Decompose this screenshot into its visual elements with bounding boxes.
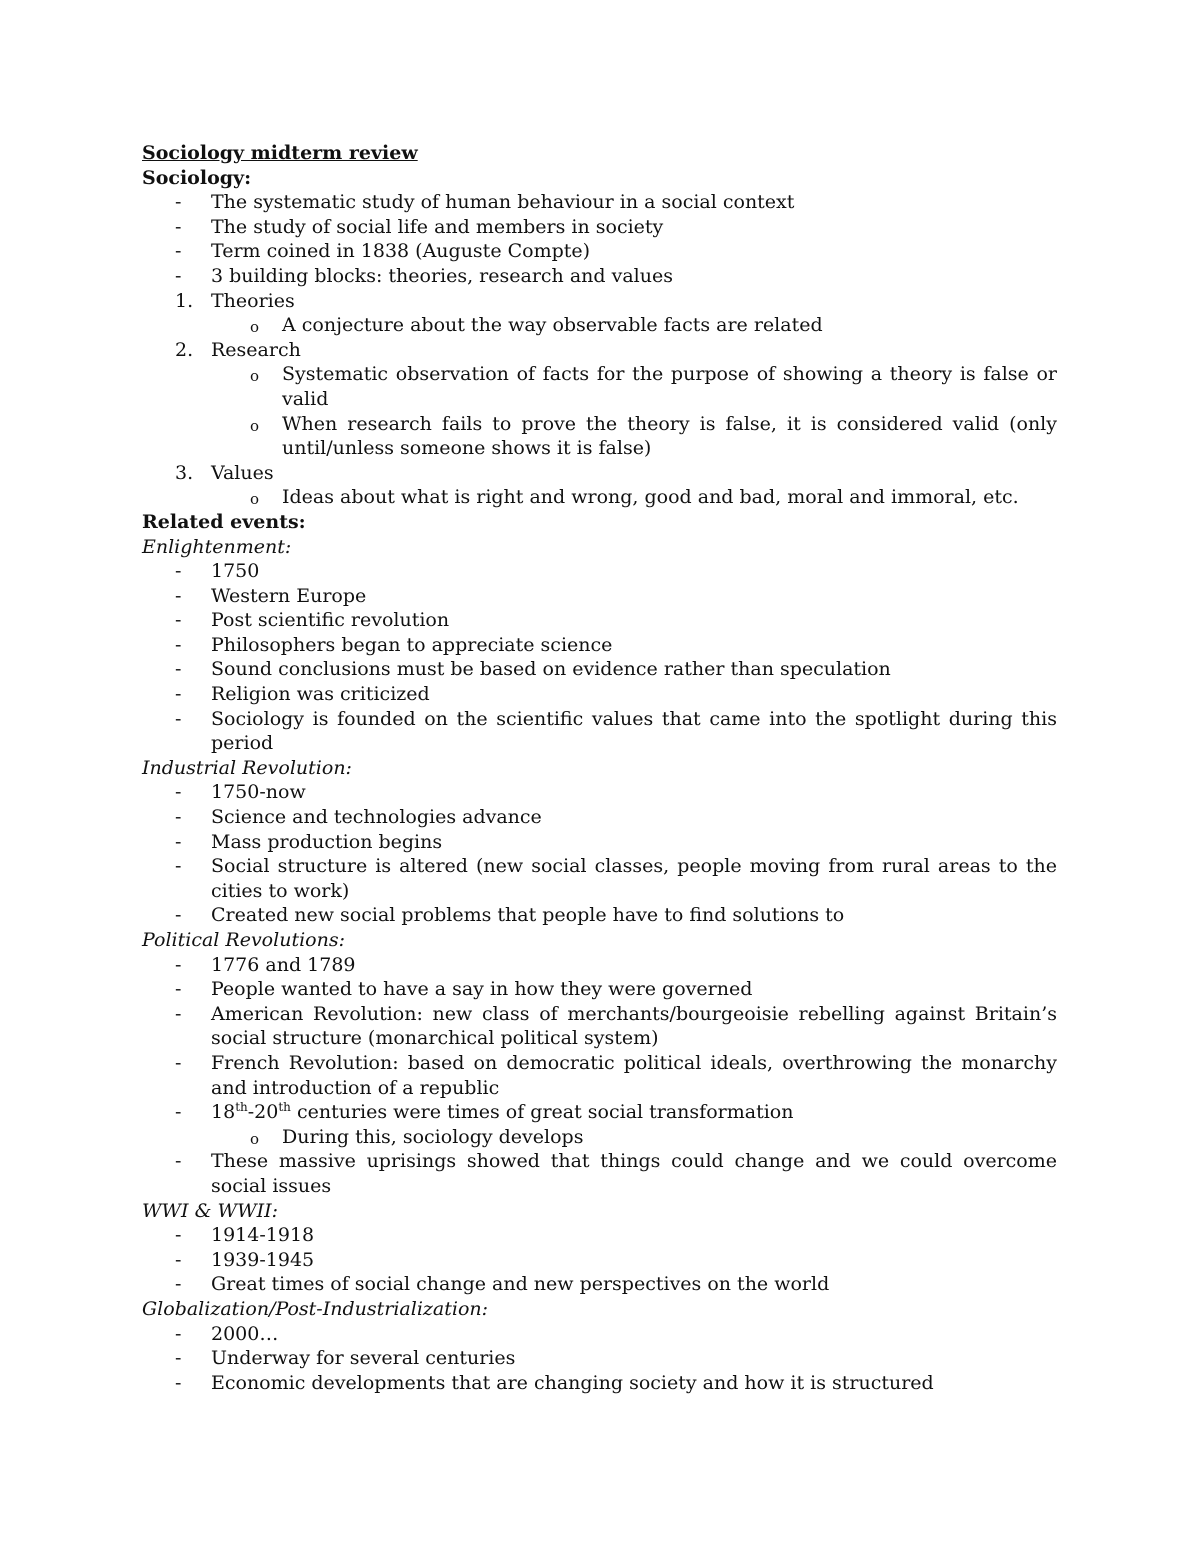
dash-bullet: - <box>175 1150 182 1173</box>
dash-bullet: - <box>175 1051 182 1074</box>
dash-bullet: - <box>175 953 182 976</box>
list-item: - Western Europe <box>175 584 367 607</box>
dash-bullet: - <box>175 633 182 656</box>
list-item: - Economic developments that are changing society and how it is structured <box>175 1371 934 1394</box>
list-item: - The systematic study of human behaviour in a social context <box>175 191 795 214</box>
list-item: - Sociology is founded on the scientific values that came into the spotlight during this period <box>175 707 1057 755</box>
document-body <box>142 141 1057 1395</box>
list-item: - Post scientific revolution <box>175 609 450 632</box>
numbered-item: 3. Values <box>175 461 274 484</box>
list-item: - Religion was criticized <box>175 683 430 706</box>
list-item: - Mass production begins <box>175 830 443 853</box>
list-item: - American Revolution: new class of merchants/bourgeoisie rebelling against Britain’s social structure (monarchical political system) <box>175 1002 1057 1050</box>
dash-bullet: - <box>175 1371 182 1394</box>
list-item: - The study of social life and members in society <box>175 215 664 238</box>
list-item: - 3 building blocks: theories, research and values <box>175 264 673 287</box>
sub-item: o A conjecture about the way observable facts are related <box>142 313 1057 338</box>
section-heading-sociology: Sociology: <box>142 166 252 189</box>
dash-bullet: - <box>175 560 182 583</box>
dash-bullet: - <box>175 1248 182 1271</box>
list-item: - Science and technologies advance <box>175 806 542 829</box>
list-item: - Term coined in 1838 (Auguste Compte) <box>175 240 591 263</box>
dash-bullet: - <box>175 707 182 730</box>
dash-bullet: - <box>175 806 182 829</box>
dash-bullet: - <box>175 781 182 804</box>
circle-bullet: o <box>250 1129 260 1148</box>
sub-item: o Systematic observation of facts for the purpose of showing a theory is false or valid <box>250 363 1057 410</box>
subheading-globalization: Globalization/Post-Industrialization: <box>142 1297 489 1320</box>
dash-bullet: - <box>175 855 182 878</box>
document-title: Sociology midterm review <box>142 142 418 164</box>
dash-bullet: - <box>175 584 182 607</box>
list-item: - 2000… <box>175 1322 279 1345</box>
subheading-enlightenment: Enlightenment: <box>142 535 292 558</box>
list-item: - 1776 and 1789 <box>175 953 356 976</box>
list-item: - Philosophers began to appreciate science <box>175 633 613 656</box>
dash-bullet: - <box>175 1273 182 1296</box>
dash-bullet: - <box>175 1347 182 1370</box>
dash-bullet: - <box>175 1322 182 1345</box>
circle-bullet: o <box>250 416 260 435</box>
item-number: 2. <box>175 338 194 361</box>
list-item: - Great times of social change and new perspectives on the world <box>175 1273 830 1296</box>
section-heading-related-events: Related events: <box>142 510 306 533</box>
sub-item: o During this, sociology develops <box>142 1125 1057 1150</box>
dash-bullet: - <box>175 904 182 927</box>
dash-bullet: - <box>175 264 182 287</box>
dash-bullet: - <box>175 191 182 214</box>
list-item: - 1750 <box>175 560 260 583</box>
circle-bullet: o <box>250 490 260 509</box>
dash-bullet: - <box>175 658 182 681</box>
list-item: - Underway for several centuries <box>175 1347 516 1370</box>
sub-item: o Ideas about what is right and wrong, good and bad, moral and immoral, etc. <box>142 485 1057 510</box>
dash-bullet: - <box>175 240 182 263</box>
list-item: - 18th-20th centuries were times of great social transformation <box>175 1100 794 1124</box>
dash-bullet: - <box>175 1002 182 1025</box>
dash-bullet: - <box>175 830 182 853</box>
dash-bullet: - <box>175 215 182 238</box>
list-item: - 1914-1918 <box>175 1224 315 1247</box>
circle-bullet: o <box>250 367 260 386</box>
numbered-item: 1. Theories <box>175 289 295 312</box>
list-item: - Created new social problems that people have to find solutions to <box>175 904 845 927</box>
sub-item: o When research fails to prove the theory is false, it is considered valid (only until/unless someone shows it is false) <box>250 412 1057 460</box>
list-item: - Social structure is altered (new social classes, people moving from rural areas to the cities to work) <box>175 855 1057 902</box>
dash-bullet: - <box>175 1101 182 1124</box>
list-item: - 1939-1945 <box>175 1248 315 1271</box>
item-number: 1. <box>175 289 194 312</box>
list-item: - 1750-now <box>175 781 306 804</box>
circle-bullet: o <box>250 318 260 337</box>
dash-bullet: - <box>175 1224 182 1247</box>
list-item: - Sound conclusions must be based on evidence rather than speculation <box>175 658 891 681</box>
list-item: - People wanted to have a say in how they were governed <box>175 978 753 1001</box>
item-number: 3. <box>175 461 194 484</box>
list-item: - French Revolution: based on democratic political ideals, overthrowing the monarchy and introduction of a republic <box>175 1051 1057 1099</box>
subheading-world-wars: WWI & WWII: <box>142 1199 279 1222</box>
dash-bullet: - <box>175 978 182 1001</box>
numbered-item: 2. Research <box>175 338 301 361</box>
dash-bullet: - <box>175 609 182 632</box>
subheading-political-revolutions: Political Revolutions: <box>142 929 345 951</box>
dash-bullet: - <box>175 683 182 706</box>
list-item: - These massive uprisings showed that things could change and we could overcome social issues <box>175 1150 1057 1197</box>
subheading-industrial-revolution: Industrial Revolution: <box>142 756 352 779</box>
